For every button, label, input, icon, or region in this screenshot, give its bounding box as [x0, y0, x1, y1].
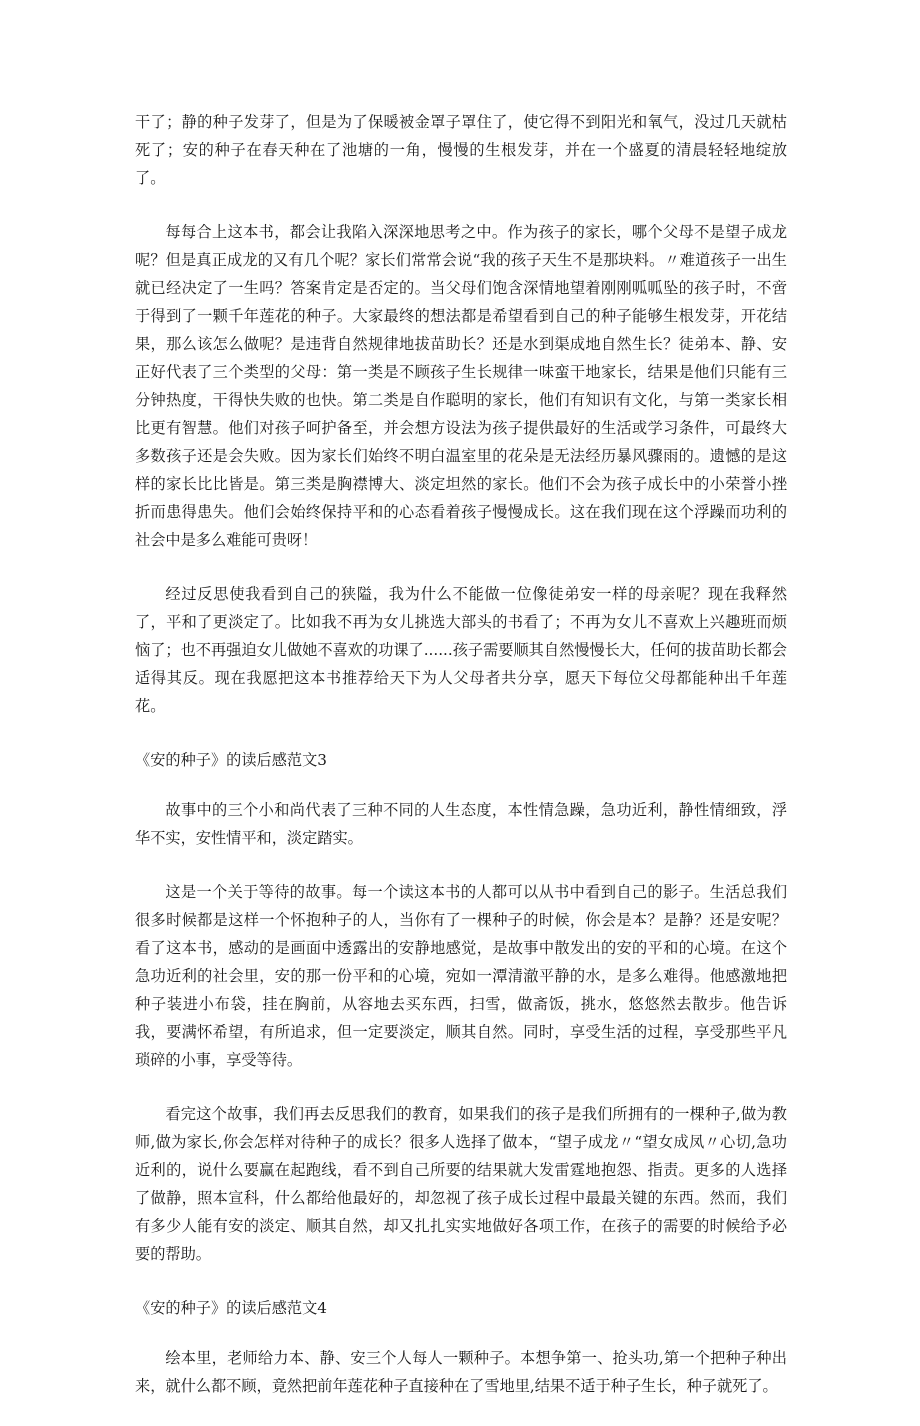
paragraph: 绘本里，老师给力本、静、安三个人每人一颗种子。本想争第一、抢头功,第一个把种子种出来，就什么都不顾，竟然把前年莲花种子直接种在了雪地里,结果不适于种子生长，种子就死了。 [135, 1349, 787, 1395]
section-heading: 《安的种子》的读后感范文4 [135, 1299, 327, 1317]
document-page [135, 108, 787, 1426]
paragraph: 这是一个关于等待的故事。每一个读这本书的人都可以从书中看到自己的影子。生活总我们很多时候都是这样一个怀抱种子的人，当你有了一棵种子的时候，你会是本？是静？还是安呢？看了这本书，感动的是画面中透露出的安静地感觉，是故事中散发出的安的平和的心境。在这个急功近利的社会里，安的那一份平和的心境，宛如一潭清澈平静的水，是多么难得。他感激地把种子装进小布袋，挂在胸前，从容地去买东西，扫雪，做斋饭，挑水，悠悠然去散步。他告诉我，要满怀希望，有所追求，但一定要淡定，顺其自然。同时，享受生活的过程，享受那些平凡琐碎的小事，享受等待。 [135, 883, 787, 1069]
paragraph: 干了；静的种子发芽了，但是为了保暖被金罩子罩住了，使它得不到阳光和氧气，没过几天就枯死了；安的种子在春天种在了池塘的一角，慢慢的生根发芽，并在一个盛夏的清晨轻轻地绽放了。 [135, 113, 787, 187]
paragraph: 看完这个故事，我们再去反思我们的教育，如果我们的孩子是我们所拥有的一棵种子,做为教师,做为家长,你会怎样对待种子的成长？很多人选择了做本，“望子成龙〃“望女成凤〃心切,急功近利的，说什么要赢在起跑线，看不到自己所要的结果就大发雷霆地抱怨、指责。更多的人选择了做静，照本宣科，什么都给他最好的，却忽视了孩子成长过程中最最关键的东西。然而，我们有多少人能有安的淡定、顺其自然，却又扎扎实实地做好各项工作，在孩子的需要的时候给予必要的帮助。 [135, 1105, 787, 1263]
paragraph: 经过反思使我看到自己的狭隘，我为什么不能做一位像徒弟安一样的母亲呢？现在我释然了，平和了更淡定了。比如我不再为女儿挑选大部头的书看了；不再为女儿不喜欢上兴趣班而烦恼了；也不再强迫女儿做她不喜欢的功课了......孩子需要顺其自然慢慢长大，任何的拔苗助长都会适得其反。现在我愿把这本书推荐给天下为人父母者共分享，愿天下每位父母都能种出千年莲花。 [135, 585, 787, 715]
paragraph: 每每合上这本书，都会让我陷入深深地思考之中。作为孩子的家长，哪个父母不是望子成龙呢？但是真正成龙的又有几个呢？家长们常常会说“我的孩子天生不是那块料。〃难道孩子一出生就已经决定了一生吗？答案肯定是否定的。当父母们饱含深情地望着刚刚呱呱坠的孩子时，不啻于得到了一颗千年莲花的种子。大家最终的想法都是希望看到自己的种子能够生根发芽，开花结果，那么该怎么做呢？是违背自然规律地拔苗助长？还是水到渠成地自然生长？徒弟本、静、安正好代表了三个类型的父母：第一类是不顾孩子生长规律一味蛮干地家长，结果是他们只能有三分钟热度，干得快失败的也快。第二类是自作聪明的家长，他们有知识有文化，与第一类家长相比更有智慧。他们对孩子呵护备至，并会想方设法为孩子提供最好的生活或学习条件，可最终大多数孩子还是会失败。因为家长们始终不明白温室里的花朵是无法经历暴风骤雨的。遗憾的是这样的家长比比皆是。第三类是胸襟博大、淡定坦然的家长。他们不会为孩子成长中的小荣誉小挫折而患得患失。他们会始终保持平和的心态看着孩子慢慢成长。这在我们现在这个浮躁而功利的社会中是多么难能可贵呀！ [135, 223, 787, 549]
paragraph: 故事中的三个小和尚代表了三种不同的人生态度，本性情急躁，急功近利，静性情细致，浮华不实，安性情平和，淡定踏实。 [135, 801, 787, 847]
section-heading: 《安的种子》的读后感范文3 [135, 751, 327, 769]
